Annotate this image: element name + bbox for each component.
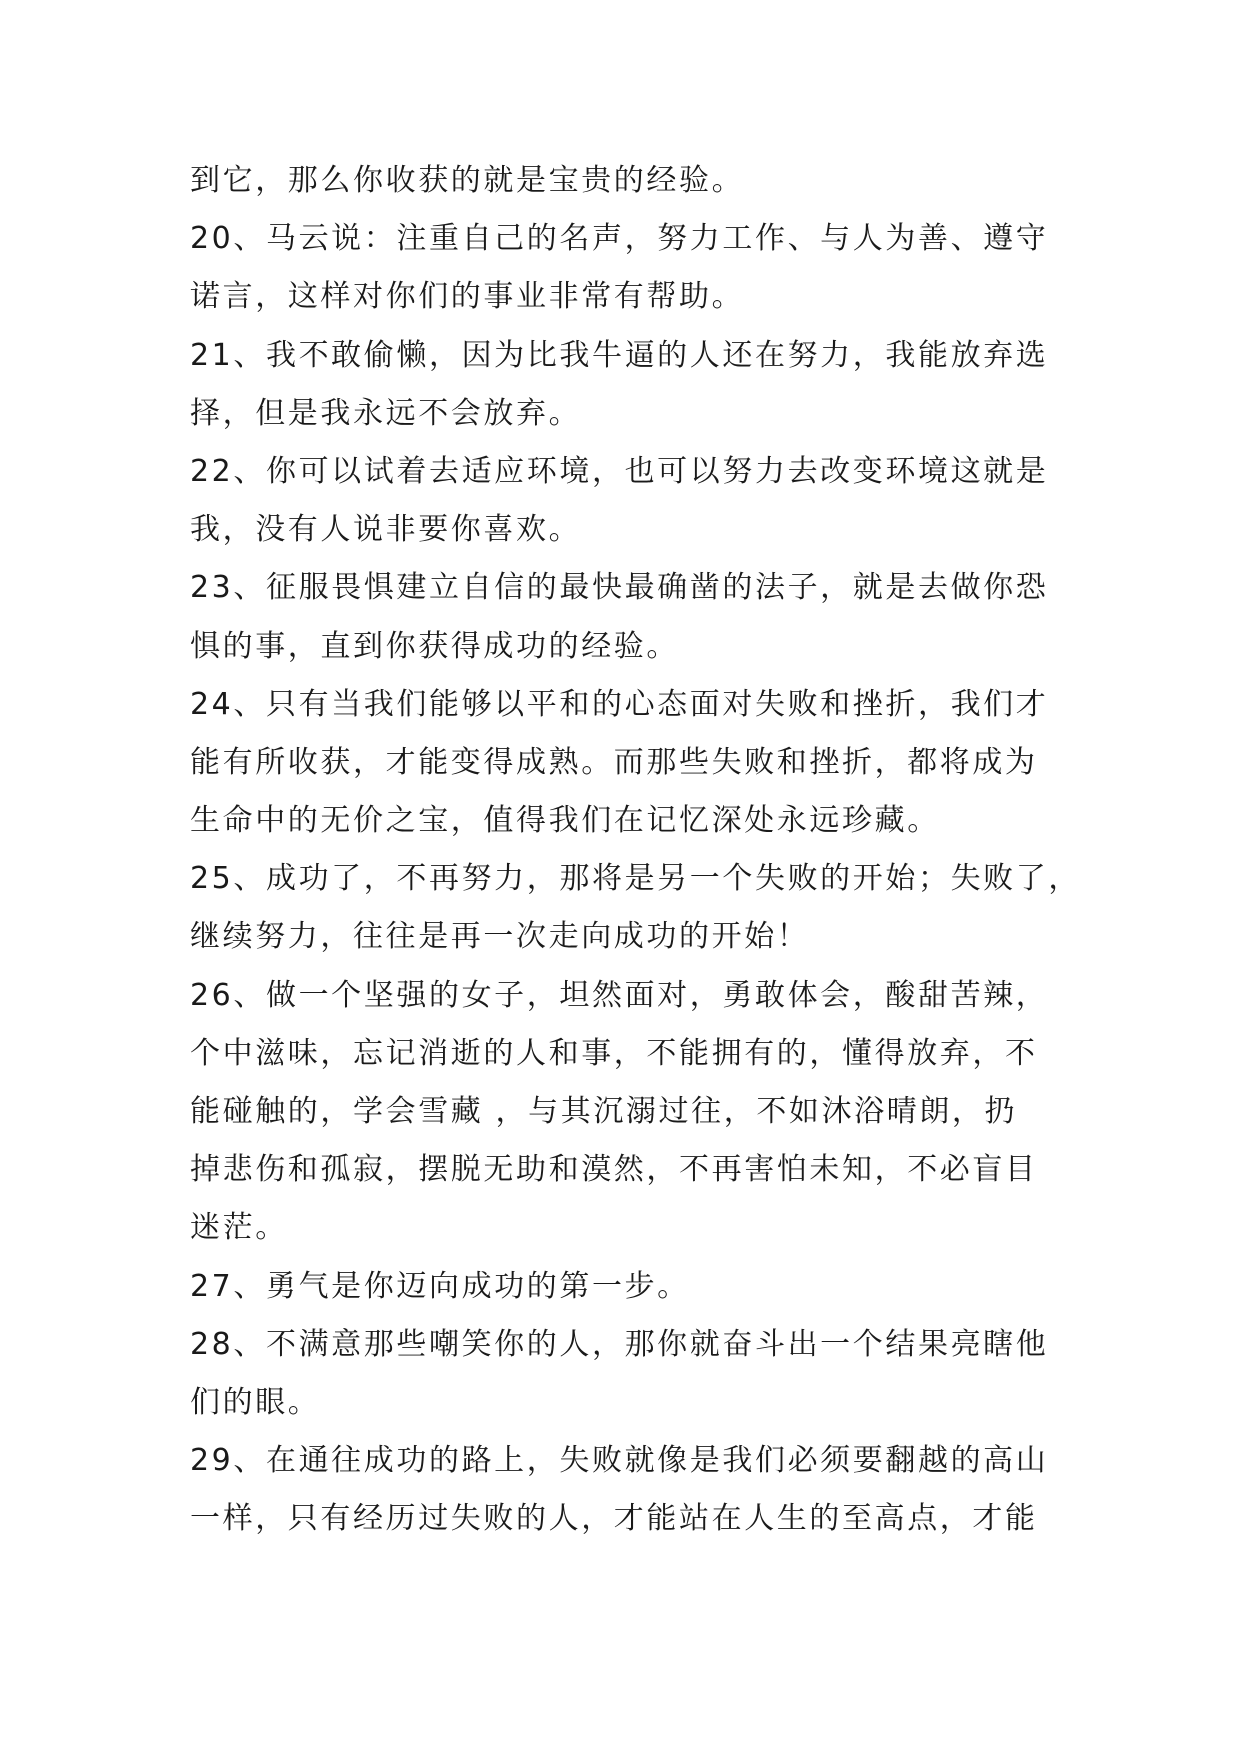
text-line: 个中滋味，忘记消逝的人和事，不能拥有的，懂得放弃，不 xyxy=(190,1035,1038,1071)
text-line: 惧的事，直到你获得成功的经验。 xyxy=(190,628,679,664)
text-line: 21、我不敢偷懒，因为比我牛逼的人还在努力，我能放弃选 xyxy=(190,337,1049,373)
text-line: 29、在通往成功的路上，失败就像是我们必须要翻越的高山 xyxy=(190,1443,1049,1479)
text-line: 能有所收获，才能变得成熟。而那些失败和挫折，都将成为 xyxy=(190,744,1038,780)
text-line: 一样，只有经历过失败的人，才能站在人生的至高点，才能 xyxy=(190,1501,1038,1537)
text-line: 24、只有当我们能够以平和的心态面对失败和挫折，我们才 xyxy=(190,686,1049,722)
text-line: 20、马云说：注重自己的名声，努力工作、与人为善、遵守 xyxy=(190,221,1049,257)
text-line: 诺言，这样对你们的事业非常有帮助。 xyxy=(190,279,745,315)
text-line: 27、勇气是你迈向成功的第一步。 xyxy=(190,1268,690,1304)
text-line: 生命中的无价之宝，值得我们在记忆深处永远珍藏。 xyxy=(190,803,940,839)
text-line: 23、征服畏惧建立自信的最快最确凿的法子，就是去做你恐 xyxy=(190,570,1049,606)
text-line: 掉悲伤和孤寂，摆脱无助和漠然，不再害怕未知，不必盲目 xyxy=(190,1152,1038,1188)
text-line: 22、你可以试着去适应环境，也可以努力去改变环境这就是 xyxy=(190,453,1049,489)
text-line: 择，但是我永远不会放弃。 xyxy=(190,395,582,431)
text-line: 25、成功了，不再努力，那将是另一个失败的开始；失败了， xyxy=(190,861,1081,897)
text-line: 继续努力，往往是再一次走向成功的开始！ xyxy=(190,919,810,955)
text-line: 26、做一个坚强的女子，坦然面对，勇敢体会，酸甜苦辣， xyxy=(190,977,1049,1013)
text-line: 到它，那么你收获的就是宝贵的经验。 xyxy=(190,163,745,198)
text-line: 我，没有人说非要你喜欢。 xyxy=(190,512,582,548)
text-line: 28、不满意那些嘲笑你的人，那你就奋斗出一个结果亮瞎他 xyxy=(190,1326,1049,1362)
text-line: 迷茫。 xyxy=(190,1210,288,1246)
text-line: 能碰触的，学会雪藏 ，与其沉溺过往，不如沐浴晴朗，扔 xyxy=(190,1094,1018,1129)
text-line: 们的眼。 xyxy=(190,1384,321,1420)
body-text xyxy=(190,152,1081,1549)
